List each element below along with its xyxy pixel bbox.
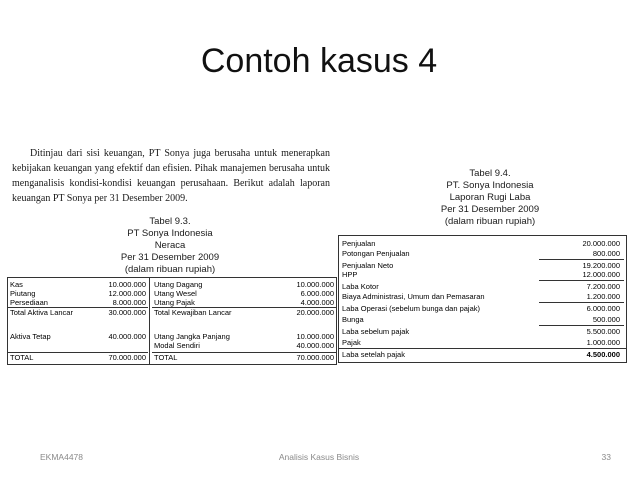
rugi-laba-caption-line: (dalam ribuan rupiah) <box>444 216 536 227</box>
row-value: 500.000 <box>592 315 620 324</box>
row-value: 1.200.000 <box>586 292 620 301</box>
liabilities-column <box>152 278 336 364</box>
underline <box>539 280 624 281</box>
row-label: Utang Jangka Panjang <box>154 332 230 341</box>
row-value: 7.200.000 <box>586 282 620 291</box>
row-value: 8.000.000 <box>112 298 146 307</box>
row-label: Penjualan <box>342 239 376 248</box>
rugi-laba-table <box>338 235 627 363</box>
row-value: 10.000.000 <box>296 280 334 289</box>
table-row <box>152 332 336 341</box>
row-label: Modal Sendiri <box>154 341 200 350</box>
row-label: Aktiva Tetap <box>10 332 51 341</box>
table-row <box>339 270 626 279</box>
row-label: Laba setelah pajak <box>342 350 405 359</box>
table-row <box>339 292 626 301</box>
column-divider <box>149 278 150 364</box>
assets-column <box>8 278 148 364</box>
underline <box>339 348 626 349</box>
table-row <box>339 249 626 258</box>
table-row <box>152 280 336 289</box>
row-value: 6.000.000 <box>300 289 334 298</box>
footer-course-title: Analisis Kasus Bisnis <box>278 452 360 462</box>
row-label: Kas <box>10 280 23 289</box>
neraca-caption-line: Per 31 Desember 2009 <box>120 252 220 263</box>
table-row <box>339 338 626 347</box>
slide-title: Contoh kasus 4 <box>200 42 438 80</box>
row-label: Laba Kotor <box>342 282 379 291</box>
row-label: Utang Pajak <box>154 298 195 307</box>
table-row <box>8 289 148 298</box>
table-row <box>8 307 148 317</box>
rugi-laba-caption <box>415 168 565 228</box>
row-value: 70.000.000 <box>296 353 334 362</box>
row-value: 10.000.000 <box>296 332 334 341</box>
row-value: 6.000.000 <box>586 304 620 313</box>
row-label: Laba sebelum pajak <box>342 327 410 336</box>
neraca-table <box>7 277 337 365</box>
table-row <box>152 341 336 350</box>
row-value: 1.000.000 <box>586 338 620 347</box>
table-row <box>8 280 148 289</box>
table-row <box>8 332 148 341</box>
row-value: 10.000.000 <box>108 280 146 289</box>
table-row <box>339 327 626 336</box>
row-label: Utang Dagang <box>154 280 203 289</box>
row-label: TOTAL <box>10 353 34 362</box>
table-row <box>339 315 626 324</box>
row-value: 800.000 <box>592 249 620 258</box>
row-label: Biaya Administrasi, Umum dan Pemasaran <box>342 292 485 301</box>
neraca-caption-line: PT Sonya Indonesia <box>127 228 213 239</box>
row-value: 40.000.000 <box>296 341 334 350</box>
table-row <box>339 304 626 313</box>
neraca-caption-line: (dalam ribuan rupiah) <box>124 264 216 275</box>
row-value: 40.000.000 <box>108 332 146 341</box>
table-row <box>8 352 148 362</box>
rugi-laba-caption-line: Per 31 Desember 2009 <box>440 204 540 215</box>
table-row <box>152 307 336 317</box>
row-value: 20.000.000 <box>582 239 620 248</box>
footer-page-number: 33 <box>601 452 611 462</box>
table-row <box>152 298 336 307</box>
neraca-caption <box>95 216 245 276</box>
row-label: HPP <box>342 270 358 279</box>
row-label: TOTAL <box>154 353 178 362</box>
table-row <box>339 282 626 291</box>
rugi-laba-caption-line: PT. Sonya Indonesia <box>446 180 534 191</box>
row-label: Pajak <box>342 338 361 347</box>
row-label: Utang Wesel <box>154 289 197 298</box>
underline <box>539 302 624 303</box>
row-value: 5.500.000 <box>586 327 620 336</box>
row-value: 20.000.000 <box>296 308 334 317</box>
underline <box>539 259 624 260</box>
row-label: Total Kewajiban Lancar <box>154 308 232 317</box>
row-value: 12.000.000 <box>582 270 620 279</box>
underline <box>539 325 624 326</box>
row-label: Bunga <box>342 315 364 324</box>
table-row <box>152 289 336 298</box>
table-row <box>339 239 626 248</box>
row-label: Persediaan <box>10 298 48 307</box>
row-label: Potongan Penjualan <box>342 249 410 258</box>
row-value: 12.000.000 <box>108 289 146 298</box>
rugi-laba-caption-line: Tabel 9.4. <box>469 168 511 179</box>
row-label: Total Aktiva Lancar <box>10 308 73 317</box>
table-row <box>339 261 626 270</box>
row-value: 19.200.000 <box>582 261 620 270</box>
table-row <box>339 350 626 359</box>
neraca-caption-line: Tabel 9.3. <box>149 216 191 227</box>
row-label: Penjualan Neto <box>342 261 394 270</box>
intro-paragraph: Ditinjau dari sisi keuangan, PT Sonya juga berusaha untuk menerapkan kebijakan keuangan yang efektif dan efisien. Pihak manajemen berusaha untuk menganalisis kondisi-kondisi keuangan perusahaan. Berikut adalah laporan keuangan PT Sonya per 31 Desember 2009. <box>12 148 330 204</box>
row-value: 30.000.000 <box>108 308 146 317</box>
rugi-laba-caption-line: Laporan Rugi Laba <box>449 192 531 203</box>
footer-course-code: EKMA4478 <box>40 452 83 462</box>
row-label: Laba Operasi (sebelum bunga dan pajak) <box>342 304 481 313</box>
neraca-caption-line: Neraca <box>154 240 186 251</box>
row-value: 4.500.000 <box>586 350 620 359</box>
row-label: Piutang <box>10 289 36 298</box>
table-row <box>152 352 336 362</box>
row-value: 4.000.000 <box>300 298 334 307</box>
table-row <box>8 298 148 307</box>
row-value: 70.000.000 <box>108 353 146 362</box>
